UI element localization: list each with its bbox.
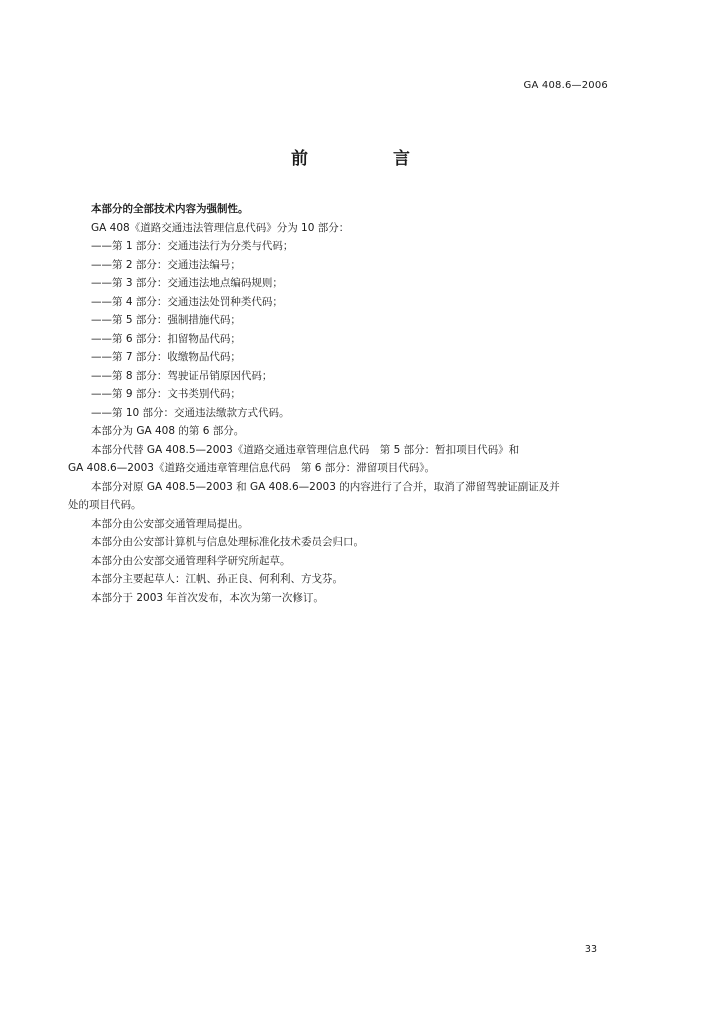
parts-list — [68, 237, 613, 422]
paragraph-history: 本部分于 2003 年首次发布，本次为第一次修订。 — [91, 591, 324, 604]
list-item: ——第 1 部分：交通违法行为分类与代码； — [91, 240, 294, 252]
paragraph-proposed-by: 本部分由公安部交通管理局提出。 — [91, 517, 249, 530]
paragraph-drafters: 本部分主要起草人：江帆、孙正良、何利利、方戈芬。 — [91, 573, 343, 585]
paragraph-centralized-by: 本部分由公安部计算机与信息处理标准化技术委员会归口。 — [91, 536, 364, 548]
list-item: ——第 6 部分：扣留物品代码； — [91, 332, 241, 345]
paragraph-part-number: 本部分为 GA 408 的第 6 部分。 — [91, 425, 245, 437]
paragraph-parts-intro: GA 408《道路交通违法管理信息代码》分为 10 部分： — [91, 221, 350, 234]
page-title: 前 言 — [291, 149, 444, 169]
list-item: ——第 3 部分：交通违法地点编码规则； — [91, 277, 283, 289]
paragraph-changes-line1: 本部分对原 GA 408.5—2003 和 GA 408.6—2003 的内容进行了合并，取消了滞留驾驶证副证及并 — [91, 480, 560, 493]
list-item: ——第 4 部分：交通违法处罚种类代码； — [91, 295, 283, 308]
list-item: ——第 2 部分：交通违法编号； — [91, 258, 241, 271]
list-item: ——第 9 部分：文书类别代码； — [91, 388, 241, 400]
document-header-code: GA 408.6—2006 — [523, 80, 608, 91]
paragraph-replaces — [68, 441, 613, 478]
paragraph-replaces-line2: GA 408.6—2003《道路交通违章管理信息代码 第 6 部分：滞留项目代码》。 — [68, 462, 436, 474]
paragraph-replaces-line1: 本部分代替 GA 408.5—2003《道路交通违章管理信息代码 第 5 部分：暂扣项目代码》和 — [91, 443, 520, 456]
paragraph-changes-line2: 处的项目代码。 — [68, 499, 142, 511]
list-item: ——第 10 部分：交通违法缴款方式代码。 — [91, 406, 290, 419]
paragraph-drafted-by: 本部分由公安部交通管理科学研究所起草。 — [91, 554, 291, 567]
list-item: ——第 5 部分：强制措施代码； — [91, 314, 241, 326]
paragraph-changes — [68, 478, 613, 515]
document-body — [68, 200, 613, 607]
page-number: 33 — [584, 944, 597, 955]
paragraph-mandatory-statement: 本部分的全部技术内容为强制性。 — [91, 203, 249, 215]
list-item: ——第 7 部分：收缴物品代码； — [91, 351, 241, 363]
list-item: ——第 8 部分：驾驶证吊销原因代码； — [91, 369, 273, 382]
